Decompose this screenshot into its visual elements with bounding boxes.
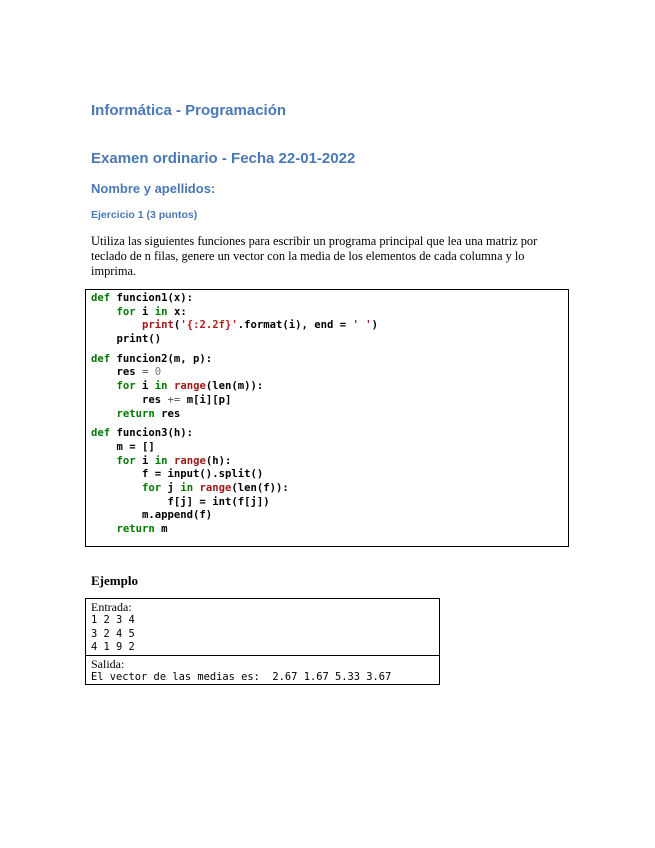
code-text: m = []	[116, 440, 155, 453]
code-keyword: in	[154, 305, 168, 318]
code-keyword: for	[142, 481, 162, 494]
code-text: f = input().split()	[142, 468, 264, 481]
output-label: Salida:	[91, 657, 125, 671]
code-text: m.append(f)	[142, 509, 213, 522]
code-text: m	[154, 523, 168, 535]
input-line: 4 1 9 2	[91, 641, 135, 653]
code-text: )	[371, 319, 379, 332]
output-line: El vector de las medias es: 2.67 1.67 5.33 3.67	[91, 671, 392, 683]
code-text: print()	[116, 333, 162, 346]
code-text: .format(i), end =	[237, 319, 353, 332]
code-line	[91, 319, 568, 333]
code-text: res	[154, 407, 181, 420]
input-line: 1 2 3 4	[91, 614, 135, 626]
code-line	[91, 333, 568, 347]
code-text: m[i][p]	[186, 393, 232, 406]
code-keyword: for	[116, 305, 136, 318]
code-keyword: in	[180, 481, 194, 494]
code-line	[91, 523, 568, 537]
code-keyword: def	[91, 427, 111, 440]
code-keyword: for	[116, 454, 136, 467]
code-line	[91, 366, 568, 380]
example-input-cell	[86, 599, 439, 656]
code-text: (len(f)):	[231, 481, 289, 494]
code-string: '{:2.2f}'	[180, 319, 238, 332]
exercise-title: Ejercicio 1 (3 puntos)	[91, 209, 198, 221]
code-keyword: def	[91, 292, 111, 304]
example-title: Ejemplo	[91, 573, 138, 588]
code-text: funcion2(m, p):	[110, 352, 213, 365]
code-line	[91, 306, 568, 320]
code-text: i	[135, 454, 155, 467]
code-line	[91, 455, 568, 469]
code-keyword: in	[154, 380, 168, 393]
code-text: f[j] = int(f[j])	[167, 495, 270, 508]
code-line	[91, 394, 568, 408]
code-line	[91, 441, 568, 455]
code-keyword: for	[116, 380, 136, 393]
code-text: (	[173, 319, 181, 332]
code-line	[91, 427, 568, 441]
code-builtin: range	[173, 380, 206, 393]
code-text: (len(m)):	[205, 380, 264, 393]
code-text: i	[135, 305, 155, 318]
code-line	[91, 408, 568, 422]
code-builtin: print	[142, 319, 174, 332]
code-block	[85, 289, 569, 547]
code-line	[91, 482, 568, 496]
code-keyword: return	[116, 523, 155, 535]
code-text: res	[116, 366, 143, 379]
example-table	[85, 598, 440, 685]
exercise-statement: Utiliza las siguientes funciones para escribir un programa principal que lea una matriz por teclado de n filas, genere un vector con la media de los elementos de cada columna y lo imprima.	[91, 234, 538, 278]
input-line: 3 2 4 5	[91, 627, 135, 640]
code-keyword: in	[154, 454, 168, 467]
code-line	[91, 496, 568, 510]
code-operator: =	[142, 366, 155, 379]
code-text: (h):	[205, 454, 232, 467]
example-output-cell	[86, 656, 439, 685]
code-text: funcion1(x):	[110, 292, 194, 304]
code-line	[91, 380, 568, 394]
name-label: Nombre y apellidos:	[91, 181, 216, 196]
code-keyword: def	[91, 352, 111, 365]
code-line	[91, 353, 568, 367]
code-number: 0	[154, 366, 162, 379]
course-title: Informática - Programación	[91, 102, 287, 119]
code-text: x:	[167, 305, 187, 318]
code-builtin: range	[199, 481, 232, 494]
code-line	[91, 292, 568, 306]
code-line	[91, 468, 568, 482]
code-text: res	[142, 393, 168, 406]
code-string: ' '	[352, 319, 372, 332]
code-keyword: return	[116, 407, 155, 420]
code-line	[91, 509, 568, 523]
code-text: funcion3(h):	[110, 427, 194, 440]
code-operator: +=	[167, 393, 187, 406]
exam-title: Examen ordinario - Fecha 22-01-2022	[91, 150, 356, 167]
code-text: i	[135, 380, 155, 393]
input-label: Entrada:	[91, 600, 132, 614]
code-text: j	[161, 481, 181, 494]
code-builtin: range	[173, 454, 206, 467]
